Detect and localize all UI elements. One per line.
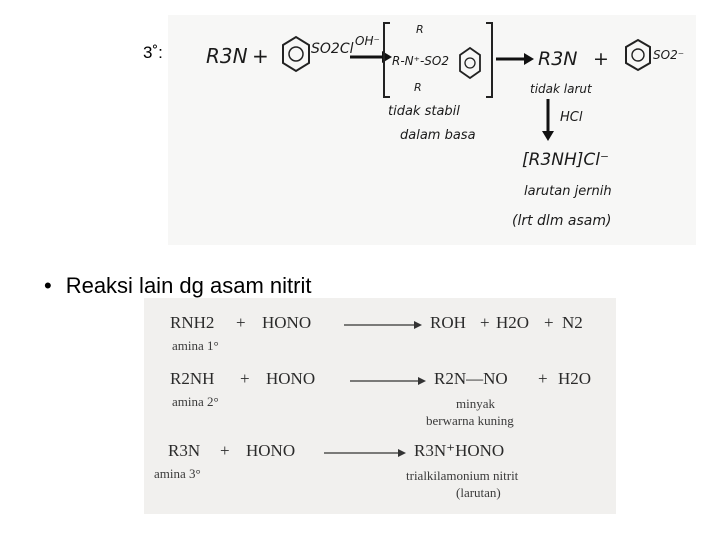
row1-amine-class: amina 1° (172, 338, 219, 353)
plus-2: + (593, 48, 609, 70)
note-unstable-1: tidak stabil (388, 104, 460, 119)
row2-hono: HONO (266, 369, 316, 388)
row1-product-roh: ROH (430, 313, 466, 332)
top-scan-drawing (168, 15, 696, 245)
bullet-dot-icon: • (44, 273, 52, 298)
row1-plus2: + (480, 313, 490, 332)
plus-1: + (252, 44, 269, 68)
row3-reactant: R3N (168, 441, 201, 460)
degree-label: 3˚: (143, 43, 163, 62)
row2-amine-class: amina 2° (172, 394, 219, 409)
bottom-scan-image (144, 298, 616, 514)
row3-arrow (324, 449, 406, 457)
row1-product-n2: N2 (562, 313, 583, 332)
row3-hono: HONO (246, 441, 296, 460)
catalyst-oh: OH⁻ (355, 34, 380, 48)
row2-note-2: berwarna kuning (426, 413, 514, 428)
reagent-so2cl: SO2Cl (311, 41, 354, 57)
row3-note-2: (larutan) (456, 485, 501, 500)
row2-plus: + (240, 369, 250, 388)
salt-note-2: (lrt dlm asam) (512, 213, 612, 229)
salt-product: [R3NH]Cl⁻ (522, 150, 609, 170)
note-unstable-2: dalam basa (400, 128, 476, 143)
row1-product-h2o: H2O (496, 313, 530, 332)
row1-arrow (344, 321, 422, 329)
intermediate-top-r: R (416, 23, 424, 36)
intermediate-bottom-r: R (414, 81, 422, 94)
bullet-item (44, 273, 311, 299)
row2-product: R2N—NO (434, 369, 508, 388)
salt-note-1: larutan jernih (524, 184, 612, 199)
row2-plus2: + (538, 369, 548, 388)
row2-reactant: R2NH (170, 369, 215, 388)
row3-product: R3N⁺HONO (414, 441, 505, 460)
row2-arrow (350, 377, 426, 385)
row2-note-1: minyak (456, 396, 495, 411)
benzene-ring-icon (626, 40, 650, 70)
benzene-ring-icon (460, 48, 480, 78)
product-so2: SO2⁻ (653, 48, 685, 62)
row1-plus3: + (544, 313, 554, 332)
row3-plus: + (220, 441, 230, 460)
bottom-scan-drawing (144, 298, 616, 514)
reagent-hcl: HCl (560, 110, 583, 125)
top-scan-image (168, 15, 696, 245)
row1-plus: + (236, 313, 246, 332)
row3-note-1: trialkilamonium nitrit (406, 468, 519, 483)
benzene-ring-icon (283, 37, 309, 71)
row1-hono: HONO (262, 313, 312, 332)
reaction-arrow-1 (350, 51, 392, 63)
intermediate-left: R-N⁺-SO2 (392, 54, 450, 68)
reaction-arrow-2 (496, 53, 534, 65)
reactant-r3n: R3N (206, 44, 248, 68)
product-r3n: R3N (538, 48, 578, 70)
bullet-text: Reaksi lain dg asam nitrit (65, 273, 312, 298)
row1-reactant: RNH2 (170, 313, 215, 332)
row2-product-h2o: H2O (558, 369, 592, 388)
note-insoluble: tidak larut (530, 82, 592, 96)
downward-arrow (542, 99, 554, 141)
row3-amine-class: amina 3° (154, 466, 201, 481)
